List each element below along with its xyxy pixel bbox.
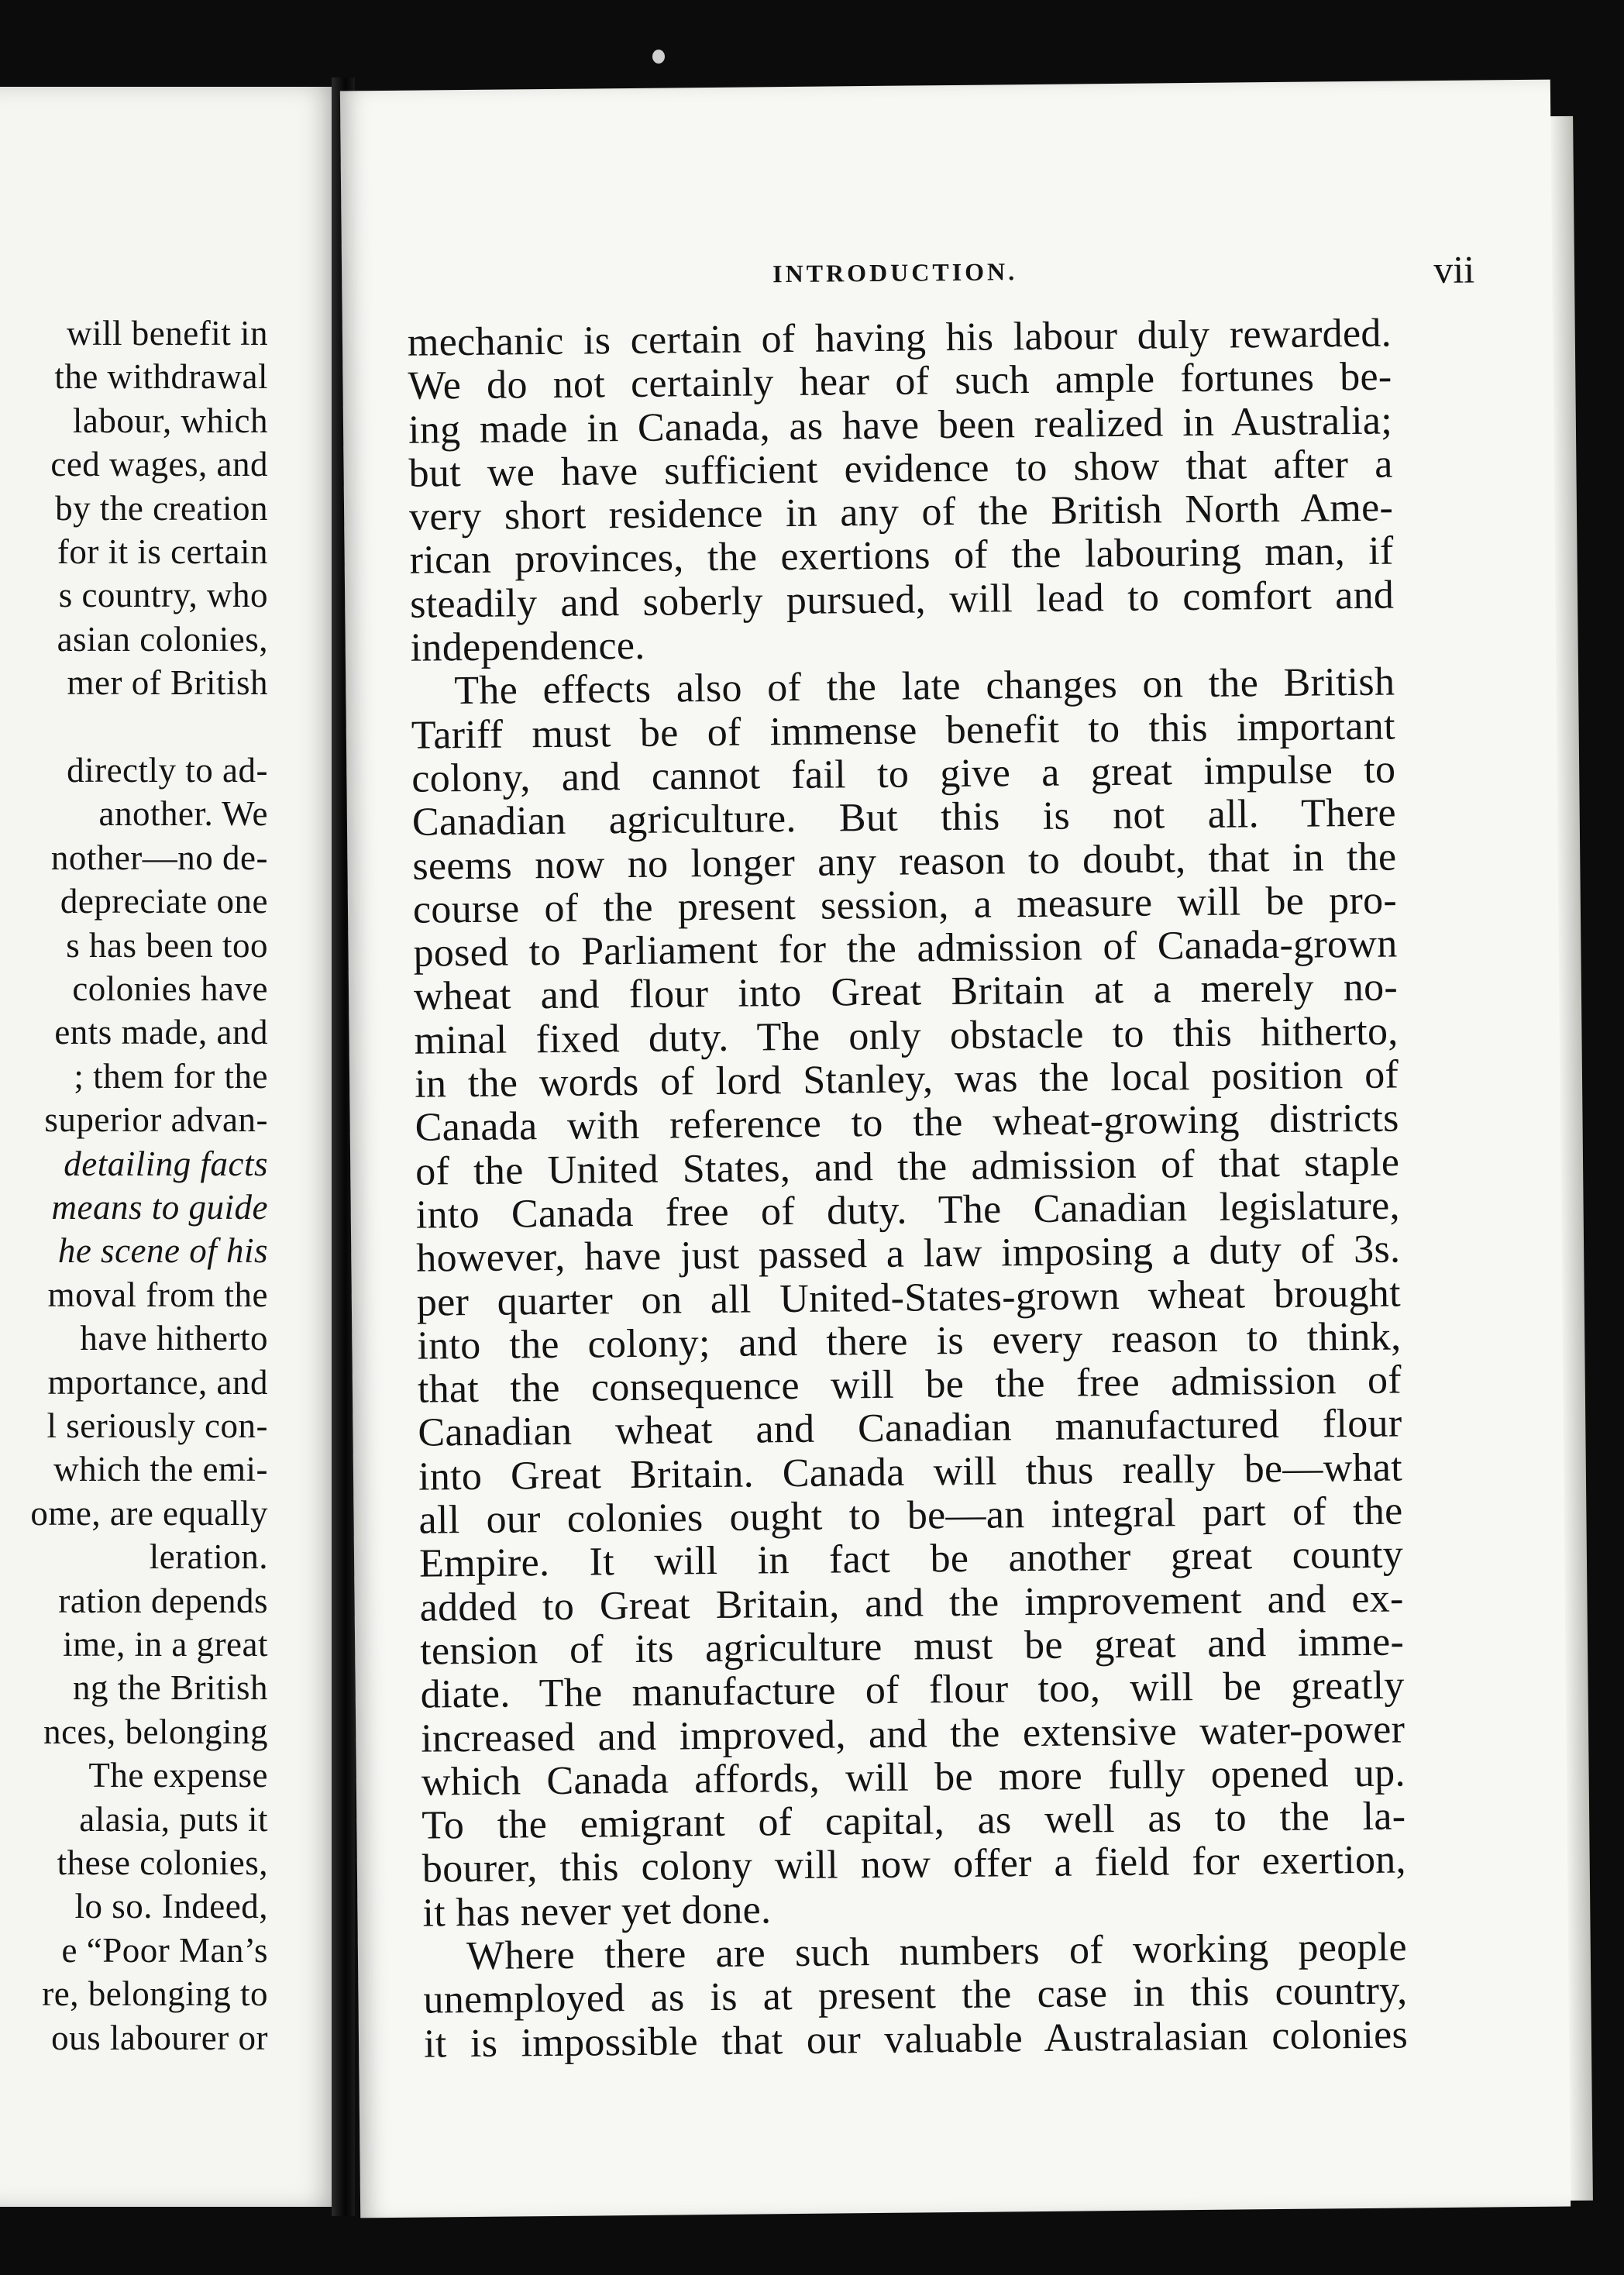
- text-line: Tariff must be of immense benefit to this important: [411, 704, 1396, 758]
- left-page-line: ; them for the: [74, 1056, 268, 1096]
- text-line: Canadian wheat and Canadian manufactured flour: [418, 1401, 1402, 1456]
- text-line: however, have just passed a law imposing a duty of 3s.: [416, 1227, 1401, 1281]
- left-page-line: he scene of his: [57, 1231, 268, 1271]
- left-page-line: another. We: [98, 794, 268, 834]
- text-line: colony, and cannot fail to give a great impulse to: [411, 747, 1396, 801]
- right-page: [340, 80, 1571, 2218]
- text-line: posed to Parliament for the admission of Canada-grown: [413, 921, 1398, 976]
- text-line: rican provinces, the exertions of the labouring man, if: [409, 529, 1394, 583]
- text-line: all our colonies ought to be—an integral part of the: [418, 1489, 1403, 1543]
- left-page-line: s has been too: [66, 925, 268, 965]
- text-line: into the colony; and there is every reason to think,: [417, 1314, 1402, 1368]
- left-page-line: depreciate one: [60, 882, 268, 921]
- left-page-line: these colonies,: [57, 1843, 268, 1882]
- text-line: that the consequence will be the free admission of: [417, 1358, 1402, 1412]
- text-line: very short residence in any of the British North Ame-: [408, 485, 1394, 539]
- left-page-line: means to guide: [51, 1188, 268, 1227]
- text-line: wheat and flour into Great Britain at a merely no-: [413, 965, 1399, 1020]
- left-page-line: nces, belonging: [43, 1712, 268, 1751]
- text-line: Canadian agriculture. But this is not all. There: [411, 790, 1397, 845]
- left-page-line: ous labourer or: [51, 2018, 268, 2057]
- text-line: into Canada free of duty. The Canadian legislature,: [415, 1183, 1401, 1237]
- text-line: into Great Britain. Canada will thus really be—what: [418, 1445, 1403, 1499]
- running-head: INTRODUCTION.: [772, 257, 1018, 288]
- left-page-line: directly to ad-: [67, 751, 268, 790]
- left-page-line: ration depends: [58, 1581, 268, 1620]
- text-line: bourer, this colony will now offer a field for exertion,: [421, 1837, 1407, 1892]
- left-page-line: s country, who: [58, 576, 268, 615]
- text-line: of the United States, and the admission of that staple: [415, 1140, 1400, 1194]
- text-line: steadily and soberly pursued, will lead to comfort and: [409, 573, 1395, 627]
- left-page-line: lo so. Indeed,: [74, 1887, 268, 1926]
- text-line: course of the present session, a measure will be pro-: [412, 878, 1398, 932]
- text-line: The effects also of the late changes on the British: [454, 659, 1395, 714]
- text-line: To the emigrant of capital, as well as to the la-: [421, 1794, 1406, 1848]
- text-line: ing made in Canada, as have been realized in Australia;: [408, 398, 1393, 453]
- left-page-line: ome, are equally: [30, 1493, 268, 1533]
- left-page-line: e “Poor Man’s: [61, 1930, 268, 1970]
- text-line: it has never yet done.: [422, 1888, 772, 1936]
- text-line: minal fixed duty. The only obstacle to this hitherto,: [414, 1009, 1399, 1063]
- left-page-line: mer of British: [67, 663, 268, 703]
- left-page-line: which the emi-: [53, 1450, 268, 1489]
- left-page: [0, 87, 341, 2207]
- text-line: per quarter on all United-States-grown wheat brought: [416, 1271, 1402, 1325]
- text-line: but we have sufficient evidence to show that after a: [408, 442, 1393, 496]
- left-page-line: ime, in a great: [63, 1625, 268, 1664]
- text-line: seems now no longer any reason to doubt, that in the: [412, 835, 1397, 889]
- left-page-line: ng the British: [73, 1668, 268, 1708]
- text-line: in the words of lord Stanley, was the local position of: [414, 1052, 1399, 1107]
- text-line: unemployed as is at present the case in this country,: [423, 1968, 1408, 2022]
- text-line: added to Great Britain, and the improvement and ex-: [419, 1576, 1404, 1630]
- text-line: We do not certainly hear of such ample fortunes be-: [408, 354, 1392, 409]
- left-page-line: leration.: [149, 1537, 268, 1577]
- left-page-line: detailing facts: [64, 1144, 268, 1183]
- left-page-line: labour, which: [72, 401, 268, 440]
- left-page-line: colonies have: [72, 969, 268, 1008]
- left-page-line: will benefit in: [67, 314, 268, 353]
- left-page-line: moval from the: [47, 1275, 268, 1314]
- left-page-line: by the creation: [55, 488, 268, 528]
- text-line: independence.: [410, 623, 645, 670]
- text-line: Where there are such numbers of working people: [466, 1925, 1408, 1979]
- page-header: [342, 246, 1553, 305]
- left-page-line: asian colonies,: [57, 619, 268, 659]
- left-page-line: l seriously con-: [46, 1406, 268, 1445]
- left-page-line: The expense: [88, 1756, 268, 1795]
- left-page-line: superior advan-: [44, 1100, 268, 1140]
- left-page-line: for it is certain: [57, 532, 268, 571]
- left-page-line: ced wages, and: [50, 445, 268, 484]
- text-line: mechanic is certain of having his labour duly rewarded.: [407, 311, 1392, 365]
- left-page-line: alasia, puts it: [79, 1799, 268, 1839]
- page-number: vii: [1433, 247, 1475, 292]
- left-page-line: have hitherto: [80, 1319, 268, 1358]
- body-text: [408, 312, 1409, 2067]
- text-line: Canada with reference to the wheat-growing districts: [415, 1096, 1399, 1151]
- text-line: it is impossible that our valuable Australasian colonies: [423, 2012, 1409, 2067]
- text-line: increased and improved, and the extensive water-power: [421, 1706, 1406, 1761]
- scan-speck: [652, 50, 665, 64]
- text-line: which Canada affords, will be more fully opened up.: [421, 1750, 1406, 1805]
- left-page-line: the withdrawal: [54, 357, 268, 397]
- left-page-line: ents made, and: [54, 1013, 268, 1052]
- left-page-line: nother—no de-: [50, 838, 268, 877]
- text-line: Empire. It will in fact be another great county: [418, 1532, 1404, 1586]
- left-page-line: mportance, and: [47, 1362, 268, 1402]
- left-page-line: re, belonging to: [42, 1974, 268, 2014]
- text-line: diate. The manufacture of flour too, will be greatly: [420, 1663, 1405, 1717]
- text-line: tension of its agriculture must be great and imme-: [419, 1619, 1405, 1674]
